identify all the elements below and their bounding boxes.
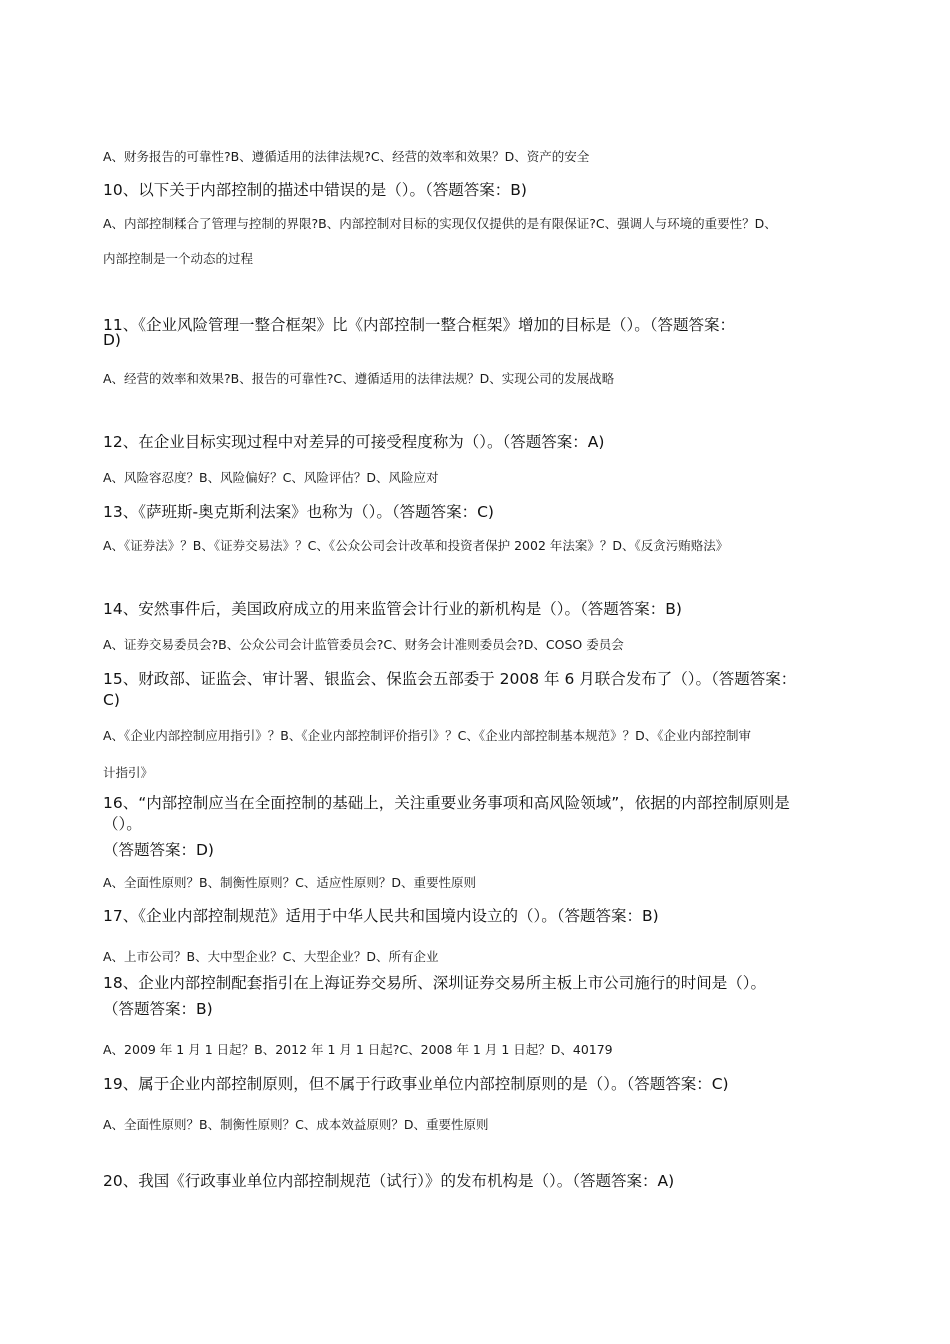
question-line: （答题答案：D) xyxy=(103,841,214,859)
question-line: （）。 xyxy=(103,815,142,833)
option-line: 计指引》 xyxy=(103,765,154,780)
option-line: A、上市公司？B、大中型企业？C、大型企业？D、所有企业 xyxy=(103,949,439,964)
question-line: 20、我国《行政事业单位内部控制规范（试行）》的发布机构是（）。（答题答案：A) xyxy=(103,1172,675,1190)
question-line: 10、以下关于内部控制的描述中错误的是（）。（答题答案：B) xyxy=(103,181,527,199)
question-line: 13、《萨班斯-奥克斯利法案》也称为（）。（答题答案：C) xyxy=(103,503,494,521)
question-line: 11、《企业风险管理一整合框架》比《内部控制一整合框架》增加的目标是（）。（答题答案： xyxy=(103,316,735,334)
option-line: 内部控制是一个动态的过程 xyxy=(103,251,254,266)
option-line: A、2009 年 1 月 1 日起？B、2012 年 1 月 1 日起?C、2008 年 1 月 1 日起？D、40179 xyxy=(103,1042,613,1057)
option-line: A、《企业内部控制应用指引》？B、《企业内部控制评价指引》？C、《企业内部控制基本规范》？D、《企业内部控制审 xyxy=(103,728,751,743)
question-line: 19、属于企业内部控制原则，但不属于行政事业单位内部控制原则的是（）。（答题答案：C) xyxy=(103,1075,729,1093)
question-line: 16、“内部控制应当在全面控制的基础上，关注重要业务事项和高风险领域”，依据的内部控制原则是 xyxy=(103,794,790,812)
question-line: C) xyxy=(103,691,120,709)
question-line: D) xyxy=(103,331,121,349)
option-line: A、内部控制糅合了管理与控制的界限?B、内部控制对目标的实现仅仅提供的是有限保证?C、强调人与环境的重要性？D、 xyxy=(103,216,777,231)
option-line: A、风险容忍度？B、风险偏好？C、风险评估？D、风险应对 xyxy=(103,470,439,485)
question-line: 18、企业内部控制配套指引在上海证券交易所、深圳证券交易所主板上市公司施行的时间是（）。 xyxy=(103,974,766,992)
question-line: 17、《企业内部控制规范》适用于中华人民共和国境内设立的（）。（答题答案：B) xyxy=(103,907,659,925)
option-line: A、全面性原则？B、制衡性原则？C、成本效益原则？D、重要性原则 xyxy=(103,1117,489,1132)
option-line: A、《证券法》？B、《证券交易法》？C、《公众公司会计改革和投资者保护 2002 年法案》？D、《反贪污贿赂法》 xyxy=(103,538,729,553)
option-line: A、证券交易委员会?B、公众公司会计监管委员会?C、财务会计准则委员会?D、COSO 委员会 xyxy=(103,637,624,652)
question-line: 14、安然事件后，美国政府成立的用来监管会计行业的新机构是（）。（答题答案：B) xyxy=(103,600,682,618)
option-line: A、财务报告的可靠性?B、遵循适用的法律法规?C、经营的效率和效果？D、资产的安全 xyxy=(103,149,590,164)
question-line: 12、在企业目标实现过程中对差异的可接受程度称为（）。（答题答案：A) xyxy=(103,433,605,451)
question-line: 15、财政部、证监会、审计署、银监会、保监会五部委于 2008 年 6 月联合发布了（）。（答题答案： xyxy=(103,670,797,688)
option-line: A、全面性原则？B、制衡性原则？C、适应性原则？D、重要性原则 xyxy=(103,875,476,890)
option-line: A、经营的效率和效果?B、报告的可靠性?C、遵循适用的法律法规？D、实现公司的发展战略 xyxy=(103,371,615,386)
question-line: （答题答案：B) xyxy=(103,1000,213,1018)
